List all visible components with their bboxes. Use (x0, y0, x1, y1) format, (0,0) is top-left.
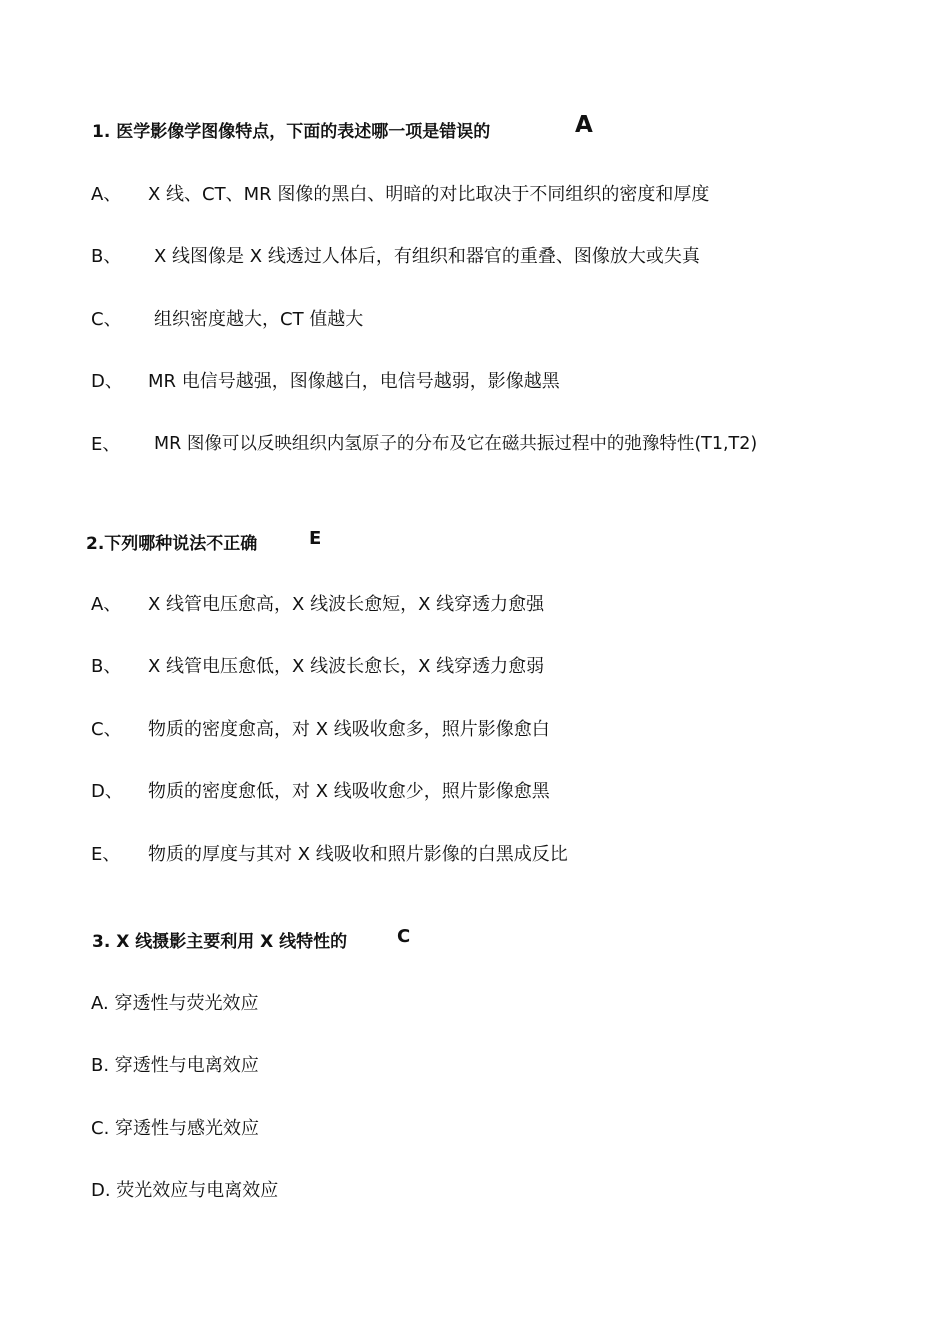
answer-label: A (575, 112, 593, 138)
option-letter: E、 (91, 844, 121, 865)
option-text: MR 图像可以反映组织内氢原子的分布及它在磁共振过程中的弛豫特性(T1,T2) (154, 434, 758, 454)
question-title: 3. X 线摄影主要利用 X 线特性的 (92, 932, 348, 952)
option-text: 组织密度越大，CT 值越大 (154, 309, 364, 330)
option-letter: D、 (91, 371, 123, 392)
option-text: X 线管电压愈低，X 线波长愈长，X 线穿透力愈弱 (148, 656, 545, 677)
option-letter: D、 (91, 781, 123, 802)
option-letter: C、 (91, 309, 122, 330)
question-title: 1. 医学影像学图像特点，下面的表述哪一项是错误的 (92, 122, 491, 142)
option-text: 物质的厚度与其对 X 线吸收和照片影像的白黑成反比 (148, 844, 568, 865)
option-text: MR 电信号越强，图像越白，电信号越弱，影像越黑 (148, 371, 560, 392)
option-text: 物质的密度愈低，对 X 线吸收愈少，照片影像愈黑 (148, 781, 550, 802)
answer-label: C (397, 926, 411, 947)
option-text: A. 穿透性与荧光效应 (91, 993, 259, 1014)
option-letter: A、 (91, 594, 122, 615)
answer-label: E (309, 528, 322, 549)
option-letter: A、 (91, 184, 122, 205)
option-text: 物质的密度愈高，对 X 线吸收愈多，照片影像愈白 (148, 719, 550, 740)
option-text: D. 荧光效应与电离效应 (91, 1180, 279, 1201)
option-text: B. 穿透性与电离效应 (91, 1055, 259, 1076)
option-text: X 线、CT、MR 图像的黑白、明暗的对比取决于不同组织的密度和厚度 (148, 184, 710, 205)
option-letter: B、 (91, 656, 122, 677)
option-text: X 线管电压愈高，X 线波长愈短，X 线穿透力愈强 (148, 594, 545, 615)
question-title: 2.下列哪种说法不正确 (86, 534, 258, 554)
option-text: C. 穿透性与感光效应 (91, 1118, 260, 1139)
option-letter: C、 (91, 719, 122, 740)
option-text: X 线图像是 X 线透过人体后，有组织和器官的重叠、图像放大或失真 (154, 246, 700, 267)
option-letter: B、 (91, 246, 122, 267)
option-letter: E、 (91, 434, 121, 455)
